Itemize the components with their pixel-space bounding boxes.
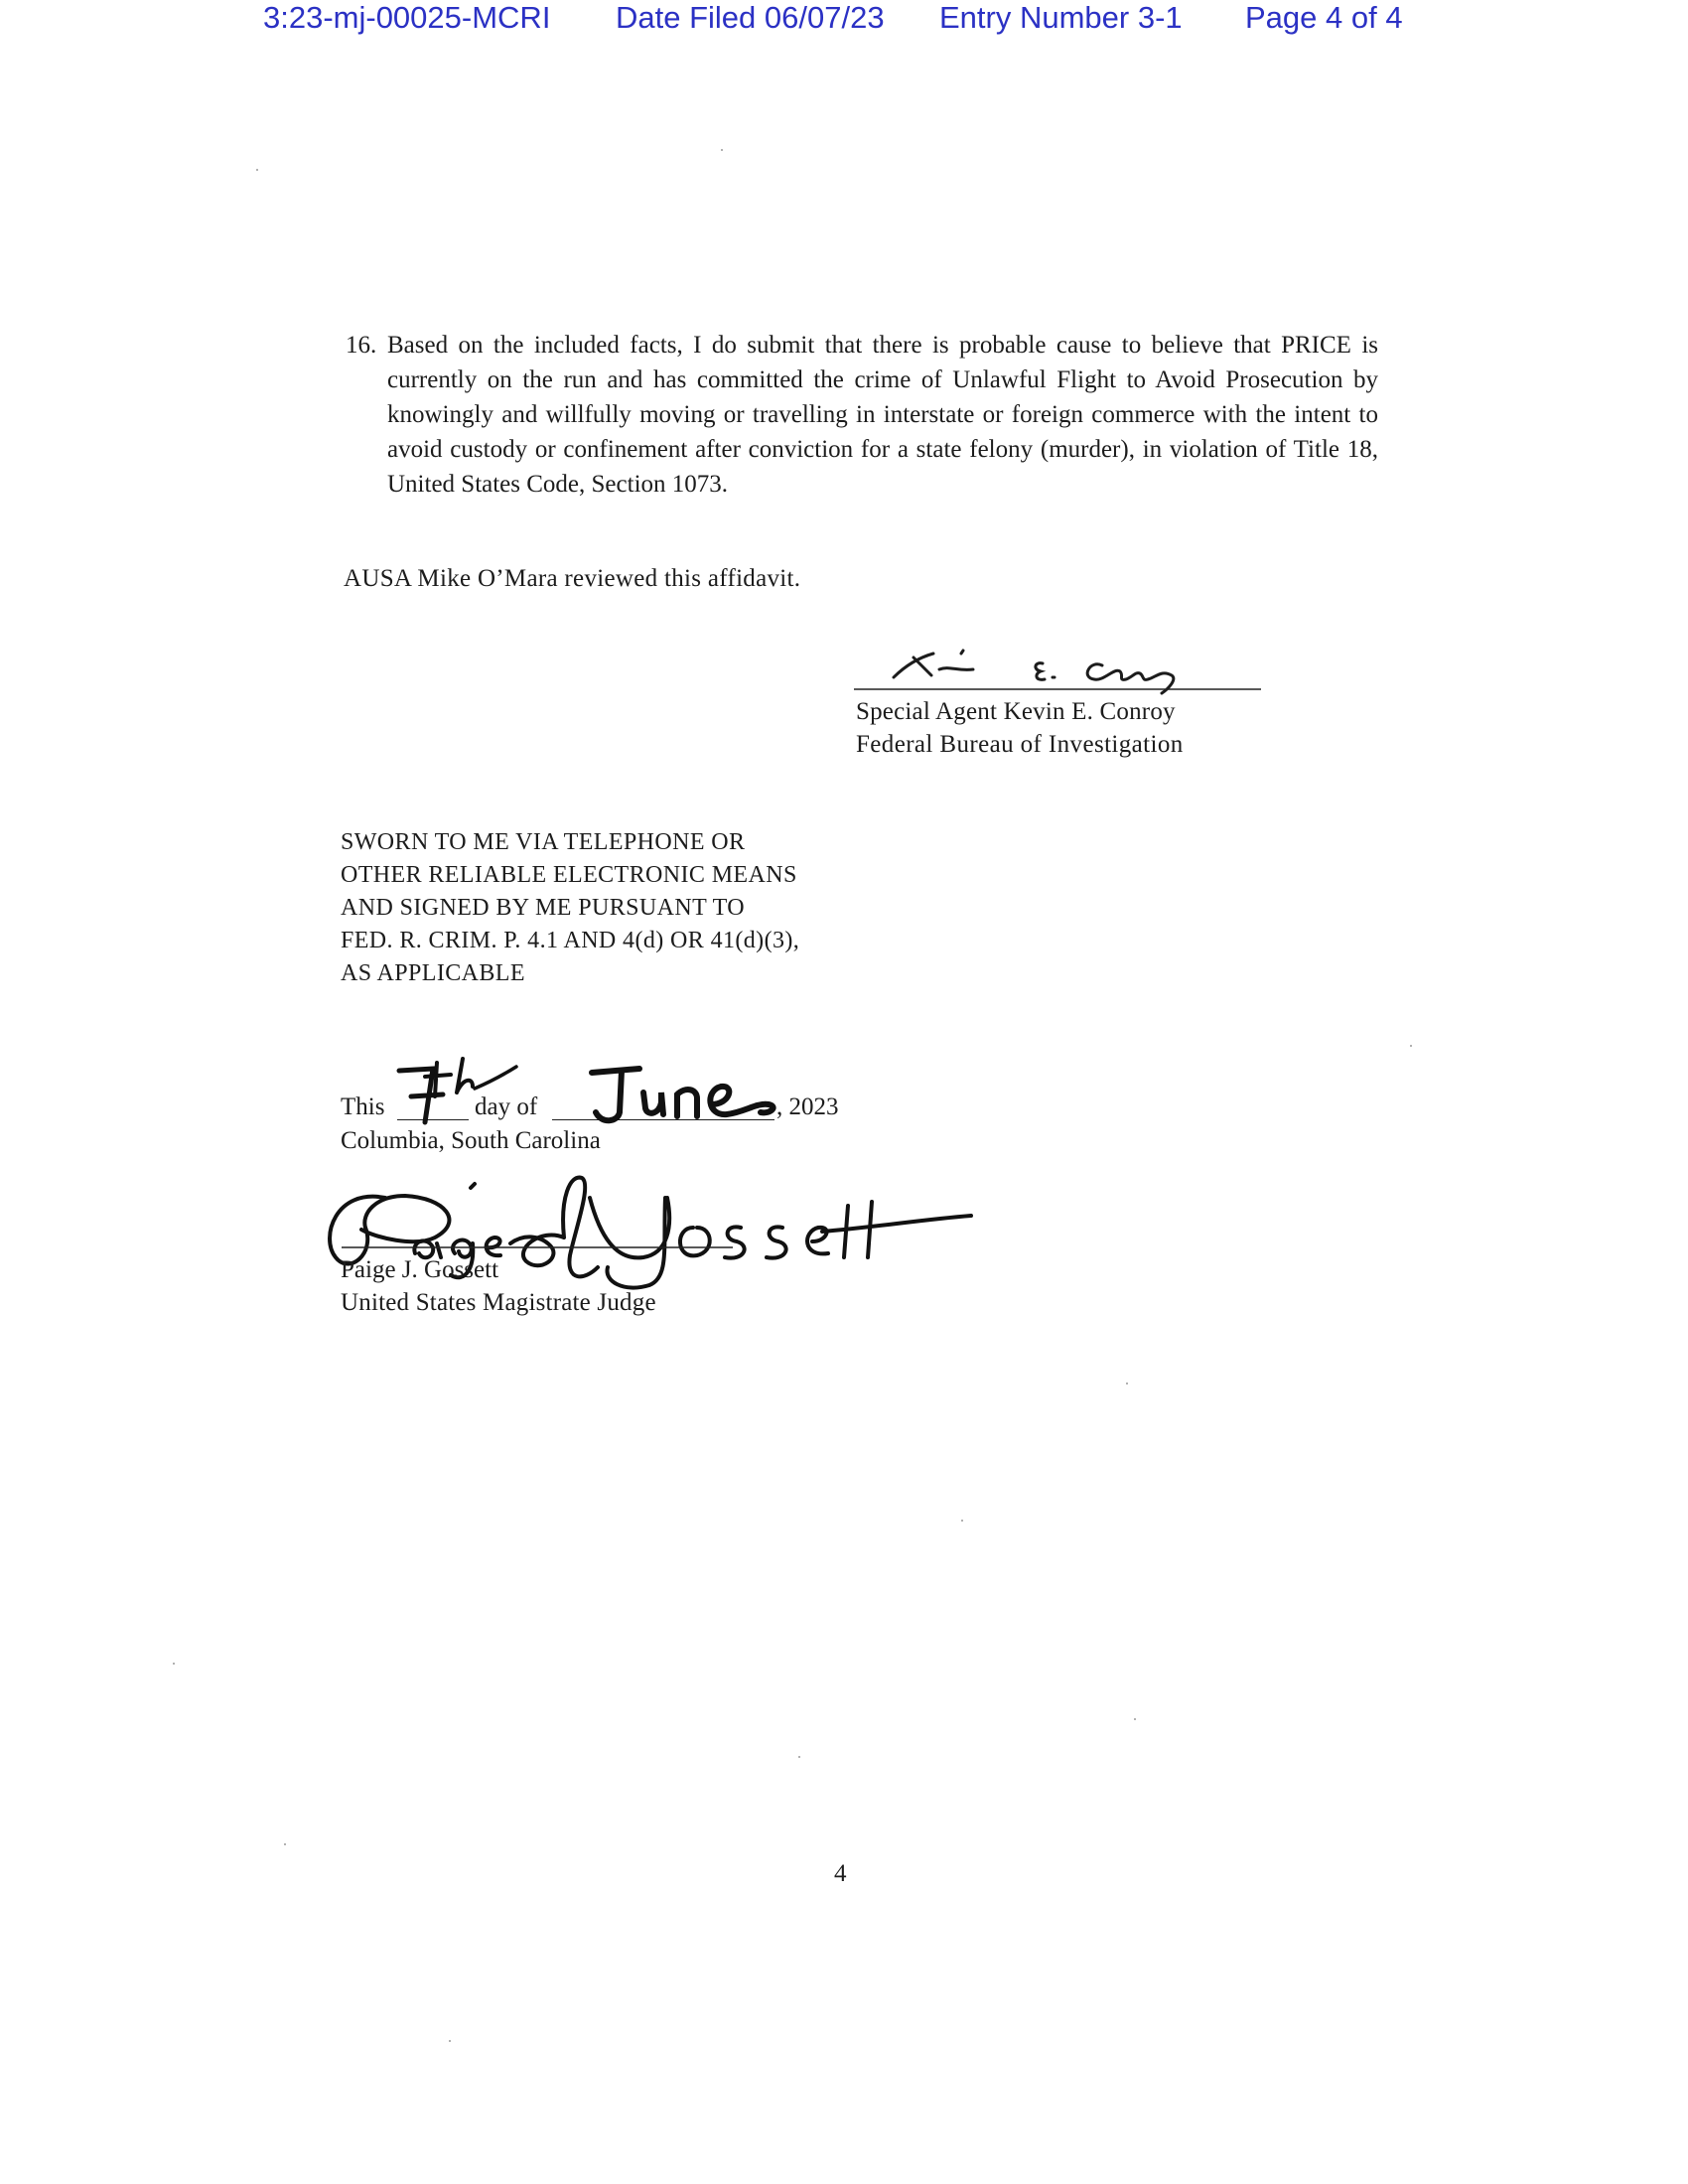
case-number: 3:23-mj-00025-MCRI: [263, 0, 551, 35]
date-day-of: day of: [475, 1093, 538, 1120]
date-year: , 2023: [776, 1093, 839, 1120]
scan-speck: [798, 1756, 800, 1758]
page-indicator: Page 4 of 4: [1245, 0, 1403, 35]
date-location: Columbia, South Carolina: [341, 1127, 601, 1154]
review-note: AUSA Mike O’Mara reviewed this affidavit.: [344, 565, 801, 592]
sworn-line: AND SIGNED BY ME PURSUANT TO: [341, 895, 746, 921]
affiant-name: Special Agent Kevin E. Conroy: [856, 698, 1176, 725]
paragraph-number: 16.: [346, 332, 377, 359]
paragraph-16: [346, 328, 1378, 502]
sworn-statement: [341, 826, 799, 990]
scan-speck: [256, 169, 258, 171]
page-number: 4: [834, 1860, 847, 1887]
paragraph-text: Based on the included facts, I do submit that there is probable cause to believe that PRICE is currently on the run and has committed the crime of Unlawful Flight to Avoid Prosecution by knowingly and willfully moving or travelling in interstate or foreign commerce with the intent to avoid custody or confinement after conviction for a state felony (murder), in violation of Title 18, United States Code, Section 1073.: [387, 332, 1378, 498]
sworn-line: SWORN TO ME VIA TELEPHONE OR: [341, 829, 746, 855]
scan-speck: [721, 149, 723, 151]
handwritten-day: [393, 1053, 532, 1132]
affiant-agency: Federal Bureau of Investigation: [856, 731, 1184, 758]
date-this: This: [341, 1093, 385, 1120]
filing-header: [0, 0, 1688, 40]
scan-speck: [1134, 1718, 1136, 1720]
sworn-line: AS APPLICABLE: [341, 960, 525, 986]
scan-speck: [1410, 1045, 1412, 1047]
sworn-line: OTHER RELIABLE ELECTRONIC MEANS: [341, 862, 797, 888]
scan-speck: [284, 1843, 286, 1845]
handwritten-month: [582, 1059, 790, 1130]
scan-speck: [1126, 1383, 1128, 1384]
scan-speck: [173, 1663, 175, 1665]
entry-number: Entry Number 3-1: [939, 0, 1183, 35]
judge-title: United States Magistrate Judge: [341, 1289, 656, 1316]
scan-speck: [449, 2040, 451, 2042]
affiant-signature: [854, 636, 1261, 695]
scan-speck: [961, 1520, 963, 1522]
judge-name: Paige J. Gossett: [341, 1256, 499, 1283]
sworn-line: FED. R. CRIM. P. 4.1 AND 4(d) OR 41(d)(3),: [341, 928, 800, 953]
date-filed: Date Filed 06/07/23: [616, 0, 885, 35]
